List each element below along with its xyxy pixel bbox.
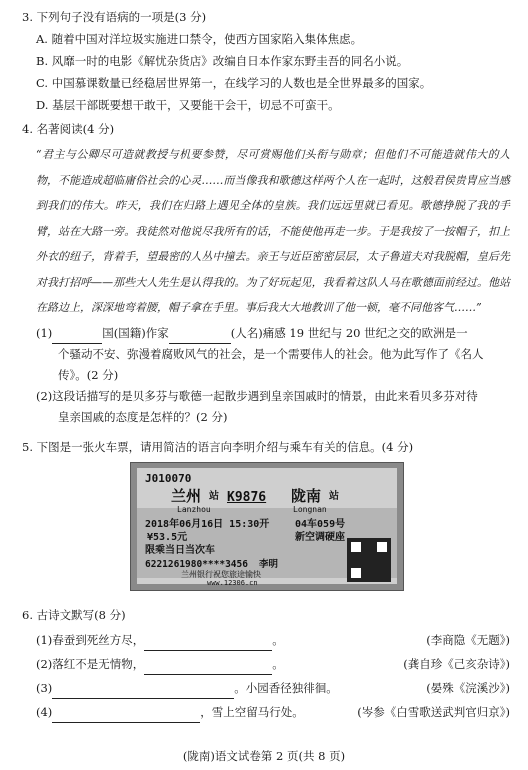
poem-row-3-source: (晏殊《浣溪沙》) — [426, 681, 510, 695]
ticket-code: J010070 — [145, 472, 192, 485]
sub-2-line-2: 皇亲国戚的态度是怎样的？(2 分) — [58, 409, 228, 424]
train-number: K9876 — [227, 490, 267, 505]
question-3-option-d: D. 基层干部既要想干敢干，又要能干会干，切忌不可蛮干。 — [36, 98, 340, 112]
sub-1-line-2: 个骚动不安、弥漫着腐败风气的社会，是一个需要伟人的社会。他为此写作了《名人 — [58, 346, 484, 361]
question-3-option-c: C. 中国慕课数量已经稳居世界第一，在线学习的人数也是全世界最多的国家。 — [36, 76, 432, 90]
passenger-name: 李明 — [259, 559, 279, 570]
qr-code-icon — [347, 538, 391, 582]
arrival-station-mark: 站 — [329, 491, 339, 502]
poem-blank-1[interactable] — [144, 636, 272, 651]
train-ticket-image — [130, 462, 402, 589]
poem-row-4-tail: ，雪上空留马行处。 — [200, 705, 304, 719]
passenger-id: 6221261980****3456 — [145, 559, 248, 570]
poem-row-2-tail: 。 — [272, 657, 284, 671]
sub-1-number: (1) — [36, 325, 53, 340]
ticket-price: ¥53.5元 — [147, 532, 188, 543]
poem-row-2-lead: (2)落红不是无情物， — [36, 657, 145, 671]
poem-row-2 — [36, 653, 510, 677]
ticket-note: 限乘当日当次车 — [145, 545, 215, 556]
seat-type: 新空调硬座 — [295, 532, 345, 543]
poem-row-1-lead: (1)春蚕到死丝方尽， — [36, 633, 145, 647]
arrival-station: 陇南 — [291, 487, 322, 505]
question-6 — [22, 604, 510, 725]
poem-blank-4[interactable] — [52, 708, 200, 723]
poem-blank-2[interactable] — [144, 660, 272, 675]
poem-row-4 — [36, 701, 510, 725]
departure-pinyin: Lanzhou — [177, 505, 211, 514]
poem-row-1-source: (李商隐《无题》) — [426, 633, 510, 647]
poem-row-1-tail: 。 — [272, 633, 284, 647]
sub-1-line-3: 传》。(2 分) — [58, 367, 119, 382]
poem-row-4-lead: (4) — [36, 705, 53, 719]
poem-row-3 — [36, 677, 510, 701]
departure-datetime: 2018年06月16日 15:30开 — [145, 519, 270, 530]
poem-row-1 — [36, 629, 510, 653]
page-footer: (陇南)语文试卷第 2 页(共 8 页) — [182, 749, 346, 763]
question-4 — [22, 118, 510, 428]
departure-station-mark: 站 — [209, 491, 219, 502]
reading-passage: “君主与公卿尽可造就教授与机要参赞，尽可赏赐他们头衔与勋章；但他们不可能造就伟大的人物，不能造成超临庸俗社会的心灵……而当像我和歌德这样两个人在一起时，这般君侯贵胄应当感到我们的伟大。昨天，我们在归路上遇见全体的皇族。我们远远里就已看见。歌德挣脱了我的手臂，站在大路一旁。我徒然对他说尽我所有的话，不能使他再走一步。于是我按了一按帽子，扣上外衣的纽子，背着手，望最密的人丛中撞去。亲王与近臣密密层层，太子鲁道夫对我脱帽，皇后先对我打招呼——那些大人先生是认得我的。为了好玩起见，我看着这队人马在歌德面前经过。他站在路边上，深深地弯着腰，帽子拿在手里。事后我大大地教训了他一顿，毫不同他客气……” — [36, 148, 510, 314]
question-5-title: 5. 下图是一张火车票，请用简洁的语言向李明介绍与乘车有关的信息。(4 分) — [22, 440, 414, 454]
poem-row-3-lead: (3) — [36, 681, 53, 695]
question-3-title: 3. 下列句子没有语病的一项是(3 分) — [22, 10, 207, 24]
answer-blank-author[interactable] — [169, 329, 231, 344]
poem-blank-3[interactable] — [52, 684, 234, 699]
ticket-website: www.12306.cn — [207, 579, 258, 587]
bank-slogan: 兰州银行祝您旅途愉快 — [181, 570, 261, 579]
question-3-option-b: B. 风靡一时的电影《解忧杂货店》改编自日本作家东野圭吾的同名小说。 — [36, 54, 409, 68]
sub-1-text-a: 国(国籍)作家 — [102, 325, 169, 340]
question-4-sub-1 — [36, 323, 510, 344]
question-3-option-a: A. 随着中国对洋垃圾实施进口禁令，使西方国家陷入集体焦虑。 — [36, 32, 363, 46]
question-6-title: 6. 古诗文默写(8 分) — [22, 608, 126, 622]
poem-row-2-source: (龚自珍《己亥杂诗》) — [403, 657, 510, 671]
question-5 — [22, 436, 510, 458]
arrival-pinyin: Longnan — [293, 505, 327, 514]
question-4-title: 4. 名著阅读(4 分) — [22, 122, 115, 136]
sub-1-text-b: (人名)痛感 19 世纪与 20 世纪之交的欧洲是一 — [230, 325, 468, 340]
question-4-sub-2: (2)这段话描写的是贝多芬与歌德一起散步遇到皇亲国戚时的情景，由此来看贝多芬对待 — [36, 388, 478, 403]
question-3 — [22, 6, 510, 116]
train-ticket — [130, 462, 404, 591]
departure-station: 兰州 — [171, 487, 202, 505]
poem-row-3-tail: 。小园香径独徘徊。 — [234, 681, 338, 695]
poem-row-4-source: (岑参《白雪歌送武判官归京》) — [357, 705, 510, 719]
answer-blank-nationality[interactable] — [52, 329, 102, 344]
seat-number: 04车059号 — [295, 519, 346, 530]
